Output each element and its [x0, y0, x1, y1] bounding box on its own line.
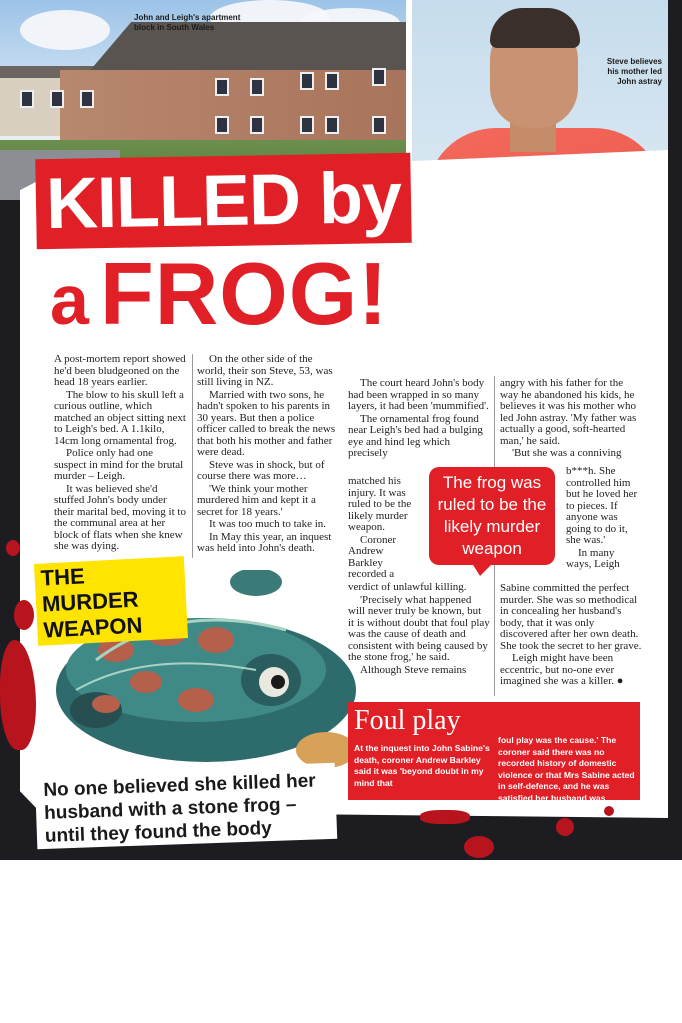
article-column-3-bottom — [348, 582, 490, 677]
paragraph: In May this year, an inquest was held into John's death. — [197, 530, 332, 554]
paragraph: Although Steve remains — [360, 663, 467, 676]
foul-play-text-left: At the inquest into John Sabine's death, coroner Andrew Barkley said it was 'beyond doubt in my mind that — [354, 743, 490, 788]
steve-photo-caption: Steve believes his mother led John astray — [606, 57, 662, 86]
column-rule — [192, 354, 193, 558]
story-strapline: No one believed she killed her husband with a stone frog – until they found the body — [35, 763, 337, 849]
paragraph: The court heard John's body had been wrapped in so many layers, it had been 'mummified'. — [348, 377, 489, 412]
article-column-3-top — [348, 378, 490, 461]
blood-splatter — [556, 818, 574, 836]
paragraph: In many ways, Leigh — [566, 546, 620, 570]
blood-splatter — [464, 836, 494, 858]
blood-splatter — [6, 540, 20, 556]
headline-line1: KILLED by — [35, 153, 412, 250]
headline-frog: FROG! — [99, 244, 389, 343]
blood-splatter — [14, 600, 34, 630]
paragraph: Leigh might have been eccentric, but no-one ever imagined she was a killer. ● — [500, 652, 624, 687]
paragraph: The blow to his skull left a curious outline, which matched an object sitting next to Leigh's bed. A 1.1kilo, 14cm long ornamental frog. — [54, 388, 186, 447]
paragraph: matched his injury. It was ruled to be the likely murder weapon. — [348, 475, 412, 533]
headline-line2 — [50, 244, 388, 350]
paragraph: It was believed she'd stuffed John's body under their marital bed, moving it to the communal area at her block of flats when she knew she was dying. — [54, 482, 186, 552]
paragraph: verdict of unlawful killing. — [348, 581, 467, 593]
paragraph: angry with his father for the way he abandoned his kids, he believes it was his mother who led John astray. 'My father was actually a good, soft-hearted man,' he said. — [500, 377, 637, 447]
paragraph: It was too much to take in. — [209, 518, 327, 530]
paragraph: A post-mortem report showed he'd been bludgeoned on the head 18 years earlier. — [54, 353, 186, 388]
article-column-3-narrow — [348, 476, 420, 582]
article-column-4-bottom — [500, 583, 642, 689]
foul-play-text-right: foul play was the cause.' The coroner said there was no recorded history of domestic violence or that Mrs Sabine acted in self-defence, and he was satisfied her husband was unlawfully killed. — [498, 735, 635, 814]
paragraph: 'But she was a conniving — [512, 447, 622, 459]
paragraph: 'Precisely what happened will never truly be known, but it is without doubt that foul play was the cause of death and consistent with being caused by the stone frog,' he said. — [348, 593, 490, 663]
pull-quote-tail — [470, 560, 496, 576]
paragraph: The ornamental frog found near Leigh's bed had a bulging eye and hind leg which precisely — [348, 412, 483, 459]
paragraph: Steve was in shock, but of course there was more… — [197, 458, 325, 482]
headline-a: a — [50, 261, 90, 339]
paragraph: 'We think your mother murdered him and kept it a secret for 18 years.' — [197, 482, 316, 518]
blood-splatter — [604, 806, 614, 816]
article-column-1 — [54, 354, 188, 554]
paragraph: b***h. She controlled him but he loved her to pieces. If anyone was going to do it, she was.' — [566, 465, 638, 546]
blood-splatter — [420, 810, 470, 824]
article-column-4-top — [500, 378, 642, 461]
paragraph: On the other side of the world, their son Steve, 53, was still living in NZ. — [197, 353, 333, 388]
pull-quote: The frog was ruled to be the likely murder weapon — [429, 467, 555, 565]
paragraph: Police only had one suspect in mind for the brutal murder – Leigh. — [54, 447, 184, 482]
page-bottom-margin — [0, 860, 682, 1023]
building-photo-caption: John and Leigh's apartment block in South Wales — [134, 13, 241, 32]
paragraph: Sabine committed the perfect murder. She was so methodical in concealing her husband's body, that it was only discovered after her own death. She took the secret to her grave. — [500, 582, 642, 652]
article-column-2 — [197, 354, 337, 556]
paragraph: Coroner Andrew Barkley recorded a — [348, 533, 397, 580]
paragraph: Married with two sons, he hadn't spoken to his parents in 30 years. But then a police officer called to break the news that both his mother and father were dead. — [197, 388, 336, 458]
murder-weapon-badge: THE MURDER WEAPON — [34, 556, 188, 646]
article-column-4-narrow — [566, 466, 642, 572]
foul-play-title: Foul play — [354, 705, 461, 736]
